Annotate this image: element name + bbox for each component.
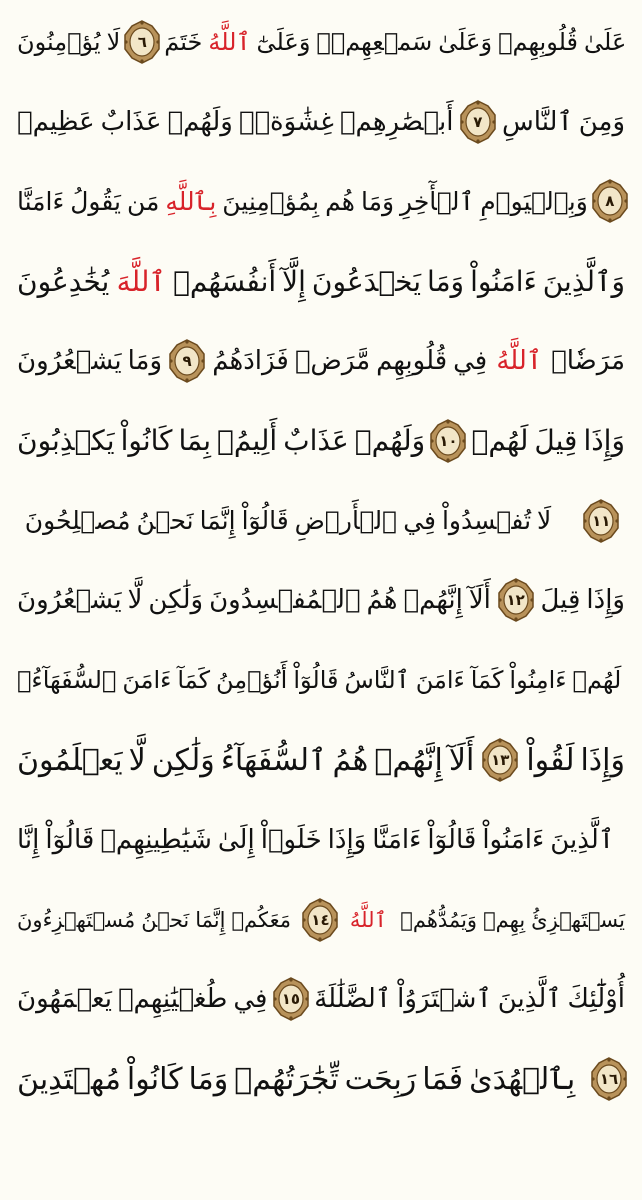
verse-word: وَمَا [427, 264, 465, 298]
verse-word: بِمُؤۡمِنِينَ [222, 186, 320, 216]
verse-word: لَهُمۡ [572, 666, 622, 695]
verse-word: إِلَّآ [282, 264, 306, 298]
verse-line [14, 241, 628, 321]
verse-word: لَّا [127, 585, 143, 616]
verse-word: وَبِٱلۡيَوۡمِ [480, 186, 588, 216]
verse-word: وَيَمُدُّهُمۡ [400, 907, 478, 932]
divine-name-segment [162, 187, 219, 216]
verse-word: يَخۡدَعُونَ [311, 264, 422, 298]
verse-line [14, 162, 628, 242]
verse-word: كَانُواْ [126, 1061, 183, 1097]
verse-line [14, 2, 628, 82]
divine-name-word: ٱللَّهَ [116, 264, 166, 298]
divine-name-word: ٱللَّهُ [349, 907, 387, 932]
verse-text-segment [548, 346, 628, 376]
verse-word: إِلَىٰ [217, 824, 255, 855]
verse-word: عَظِيمٞ [17, 106, 95, 137]
ayah-number: ١٦ [599, 1070, 619, 1089]
verse-word: لَا [537, 506, 552, 536]
verse-line [14, 720, 628, 800]
verse-word: وَإِذَا [586, 585, 625, 616]
ayah-number: ١٥ [281, 990, 301, 1009]
divine-name-segment [205, 28, 253, 56]
ayah-number: ١٢ [506, 591, 525, 610]
verse-word: مَّرَضٞ [294, 346, 371, 377]
verse-word: إِنَّمَا [199, 506, 236, 536]
verse-text-segment [161, 28, 205, 56]
verse-text-segment [14, 908, 294, 932]
verse-text-segment [499, 107, 628, 137]
verse-word: بِهِمۡ [483, 907, 526, 932]
divine-name-segment [114, 265, 169, 298]
verse-word: ءَامَنَّا [372, 824, 422, 855]
verse-line [14, 481, 628, 561]
verse-word: وَإِذَا [583, 424, 625, 458]
verse-line [14, 401, 628, 481]
verse-line [14, 561, 628, 641]
verse-word: نَحۡنُ [141, 907, 190, 932]
verse-word: هُم [325, 186, 355, 216]
verse-word: يَشۡعُرُونَ [17, 585, 122, 616]
verse-word: ٱلنَّاسُ [344, 666, 410, 695]
verse-text-segment [14, 187, 162, 216]
verse-word: قَالُوٓاْ [241, 506, 289, 536]
verse-word: لَّا [128, 742, 146, 778]
divine-name-word: ٱللَّهُ [496, 346, 543, 377]
verse-word: وَٱلَّذِينَ [542, 264, 625, 298]
divine-name-word: ٱللَّهُ [208, 27, 251, 56]
ayah-number-marker [301, 898, 339, 942]
verse-word: ٱلۡأَرۡضِ [294, 506, 398, 536]
verse-word: أَنفُسَهُمۡ [173, 264, 277, 298]
verse-word: عَذَابٌ [283, 424, 349, 458]
verse-word: يُؤۡمِنُونَ [17, 27, 101, 56]
verse-line [14, 1039, 628, 1119]
verse-word: ءَامِنُواْ [509, 666, 567, 695]
ayah-number: ١٤ [311, 910, 330, 929]
verse-word: رَبِحَت [344, 1061, 417, 1097]
verse-word: قَالُوٓاْ [427, 824, 477, 855]
verse-word: طُغۡيَٰنِهِمۡ [117, 984, 228, 1015]
verse-word: أَنُؤۡمِنُ [216, 666, 288, 695]
verse-word: قُلُوبِهِمۡ [498, 27, 579, 56]
verse-word: نَحۡنُ [136, 506, 194, 536]
verse-word: قِيلَ [540, 585, 581, 616]
verse-word: ٱلضَّلَٰلَةَ [314, 984, 392, 1015]
verse-text-segment [14, 666, 624, 694]
verse-word: مُهۡتَدِينَ [17, 1061, 121, 1097]
verse-word: ٱشۡتَرَوُاْ [397, 984, 492, 1015]
verse-word: إِنَّا [17, 824, 40, 855]
verse-word: أَبۡصَٰرِهِمۡ [339, 106, 454, 137]
verse-word: ٱلۡأٓخِرِ [400, 186, 475, 216]
verse-text-segment [14, 28, 123, 56]
ayah-number-marker [497, 578, 535, 622]
ayah-number: ١١ [592, 511, 611, 530]
verse-word: وَمِنَ [578, 106, 625, 137]
verse-word: وَلَٰكِن [148, 585, 204, 616]
verse-text-segment [537, 585, 628, 615]
verse-word: أَلَآ [468, 585, 491, 616]
ayah-number-marker [459, 100, 497, 144]
verse-word: وَعَلَىٰ [438, 27, 493, 56]
verse-word: ٱلَّذِينَ [497, 984, 562, 1015]
ayah-number: ٨ [605, 192, 615, 211]
verse-word: وَمَا [127, 346, 163, 377]
verse-word: تِّجَٰرَتُهُمۡ [234, 1061, 339, 1097]
verse-word: فِي [233, 984, 268, 1015]
verse-word: مَن [126, 186, 160, 216]
verse-word: فَزَادَهُمُ [212, 346, 289, 377]
verse-text-segment [14, 107, 456, 137]
verse-text-segment [22, 506, 555, 535]
verse-word: كَمَآ [470, 666, 504, 695]
verse-word: يَشۡعُرُونَ [17, 346, 122, 377]
verse-text-segment [209, 346, 490, 376]
verse-text-segment [14, 1062, 578, 1097]
verse-word: فِي [453, 346, 488, 377]
verse-word: فِي [403, 506, 436, 536]
verse-word: وَلَهُمۡ [354, 424, 426, 458]
verse-word: أُوْلَٰٓئِكَ [567, 984, 625, 1015]
ayah-number: ٩ [182, 352, 192, 371]
verse-text-segment [14, 743, 477, 778]
verse-text-segment [14, 585, 494, 615]
verse-text-segment [14, 984, 270, 1014]
verse-line [14, 800, 628, 880]
verse-word: لَقُواْ [526, 742, 575, 778]
verse-word: كَمَآ [177, 666, 211, 695]
verse-text-segment [254, 28, 628, 56]
verse-word: عَذَابٌ [100, 106, 162, 137]
verse-word: ءَامَنَّا [17, 186, 65, 216]
verse-word: لَهُمۡ [471, 424, 529, 458]
verse-word: مُسۡتَهۡزِءُونَ [17, 907, 136, 932]
ayah-number-marker [481, 738, 519, 782]
verse-word: ٱلسُّفَهَآءُ [220, 742, 327, 778]
verse-line [14, 960, 628, 1040]
verse-text-segment [170, 265, 628, 298]
verse-word: ٱلَّذِينَ [550, 824, 615, 855]
ayah-number-marker [591, 179, 628, 223]
verse-word: مَعَكُمۡ [231, 907, 292, 932]
verse-text-segment [14, 346, 165, 376]
verse-word: وَلَٰكِن [151, 742, 215, 778]
verse-word: وَإِذَا [580, 742, 625, 778]
verse-word: ءَامَنُواْ [482, 824, 545, 855]
verse-word: قَالُوٓاْ [293, 666, 339, 695]
verse-line [14, 321, 628, 401]
verse-word: وَعَلَىٰٓ [256, 27, 311, 56]
divine-name-segment [493, 346, 545, 376]
verse-word: إِنَّهُمۡ [374, 742, 443, 778]
verse-word: ءَامَنَ [122, 666, 172, 695]
ayah-number-marker [123, 20, 161, 64]
verse-word: خَلَوۡاْ [260, 824, 322, 855]
verse-line [14, 640, 628, 720]
ayah-number: ١٣ [491, 751, 510, 770]
verse-word: كَانُواْ [120, 424, 173, 458]
divine-name-word: بِٱللَّهِ [165, 186, 217, 216]
verse-word: أَلَآ [448, 742, 475, 778]
verse-word: وَلَهُمۡ [167, 106, 233, 137]
verse-word: أَلِيمُۢ [217, 424, 278, 458]
ayah-number-marker [272, 977, 310, 1021]
ayah-number: ١٠ [439, 431, 458, 450]
verse-text-segment [14, 825, 617, 855]
verse-text-segment [14, 424, 428, 457]
verse-text-segment [469, 424, 628, 457]
verse-word: يَكۡذِبُونَ [17, 424, 115, 458]
verse-word: سَمۡعِهِمۡۖ [316, 27, 433, 56]
verse-word: بِمَا [178, 424, 212, 458]
verse-word: إِنَّمَا [195, 907, 226, 932]
verse-text-segment [311, 984, 628, 1014]
verse-word: وَمَا [188, 1061, 229, 1097]
verse-word: تُفۡسِدُواْ [441, 506, 532, 536]
verse-word: قِيلَ [534, 424, 578, 458]
verse-word: ءَامَنَ [415, 666, 465, 695]
ayah-number: ٧ [473, 112, 483, 131]
verse-word: يَعۡمَهُونَ [17, 984, 112, 1015]
verse-word: مَرَضٗاۖ [551, 346, 625, 377]
verse-word: فَمَا [422, 1061, 464, 1097]
verse-word: ٱلنَّاسِ [502, 106, 573, 137]
verse-word: وَمَا [360, 186, 395, 216]
verse-word: يَسۡتَهۡزِئُ [531, 907, 625, 932]
verse-word: عَلَىٰ [584, 27, 627, 56]
ayah-number: ٦ [137, 32, 147, 51]
verse-text-segment [219, 187, 591, 216]
verse-word: ٱلۡمُفۡسِدُونَ [209, 585, 361, 616]
verse-word: مُصۡلِحُونَ [24, 506, 131, 536]
verse-word: لَا [106, 27, 121, 56]
verse-word: بِٱلۡهُدَىٰ [469, 1061, 576, 1097]
verse-word: ٱلسُّفَهَآءُۗ [17, 666, 117, 695]
verse-word: قُلُوبِهِم [376, 346, 448, 377]
ayah-number-marker [168, 339, 206, 383]
verse-text-segment [523, 743, 628, 778]
verse-text-segment [397, 908, 628, 932]
verse-word: وَإِذَا [327, 824, 367, 855]
verse-word: شَيَٰطِينِهِمۡ [100, 824, 212, 855]
divine-name-segment [347, 908, 390, 932]
verse-word: غِشَٰوَةٞۖ [238, 106, 334, 137]
verse-word: ءَامَنُواْ [470, 264, 537, 298]
verse-word: يَقُولُ [70, 186, 121, 216]
verse-text-segment [14, 265, 112, 298]
ayah-number-marker [590, 1057, 628, 1101]
ayah-number-marker [429, 419, 467, 463]
verse-line [14, 880, 628, 960]
verse-word: هُمُ [366, 585, 398, 616]
verse-word: هُمُ [332, 742, 369, 778]
verse-word: يُخَٰدِعُونَ [17, 264, 110, 298]
verse-word: يَعۡلَمُونَ [17, 742, 123, 778]
ayah-number-marker [582, 499, 620, 543]
verse-word: إِنَّهُمۡ [403, 585, 463, 616]
verse-word: خَتَمَ [164, 27, 203, 56]
verse-line [14, 82, 628, 162]
verse-word: قَالُوٓاْ [45, 824, 95, 855]
